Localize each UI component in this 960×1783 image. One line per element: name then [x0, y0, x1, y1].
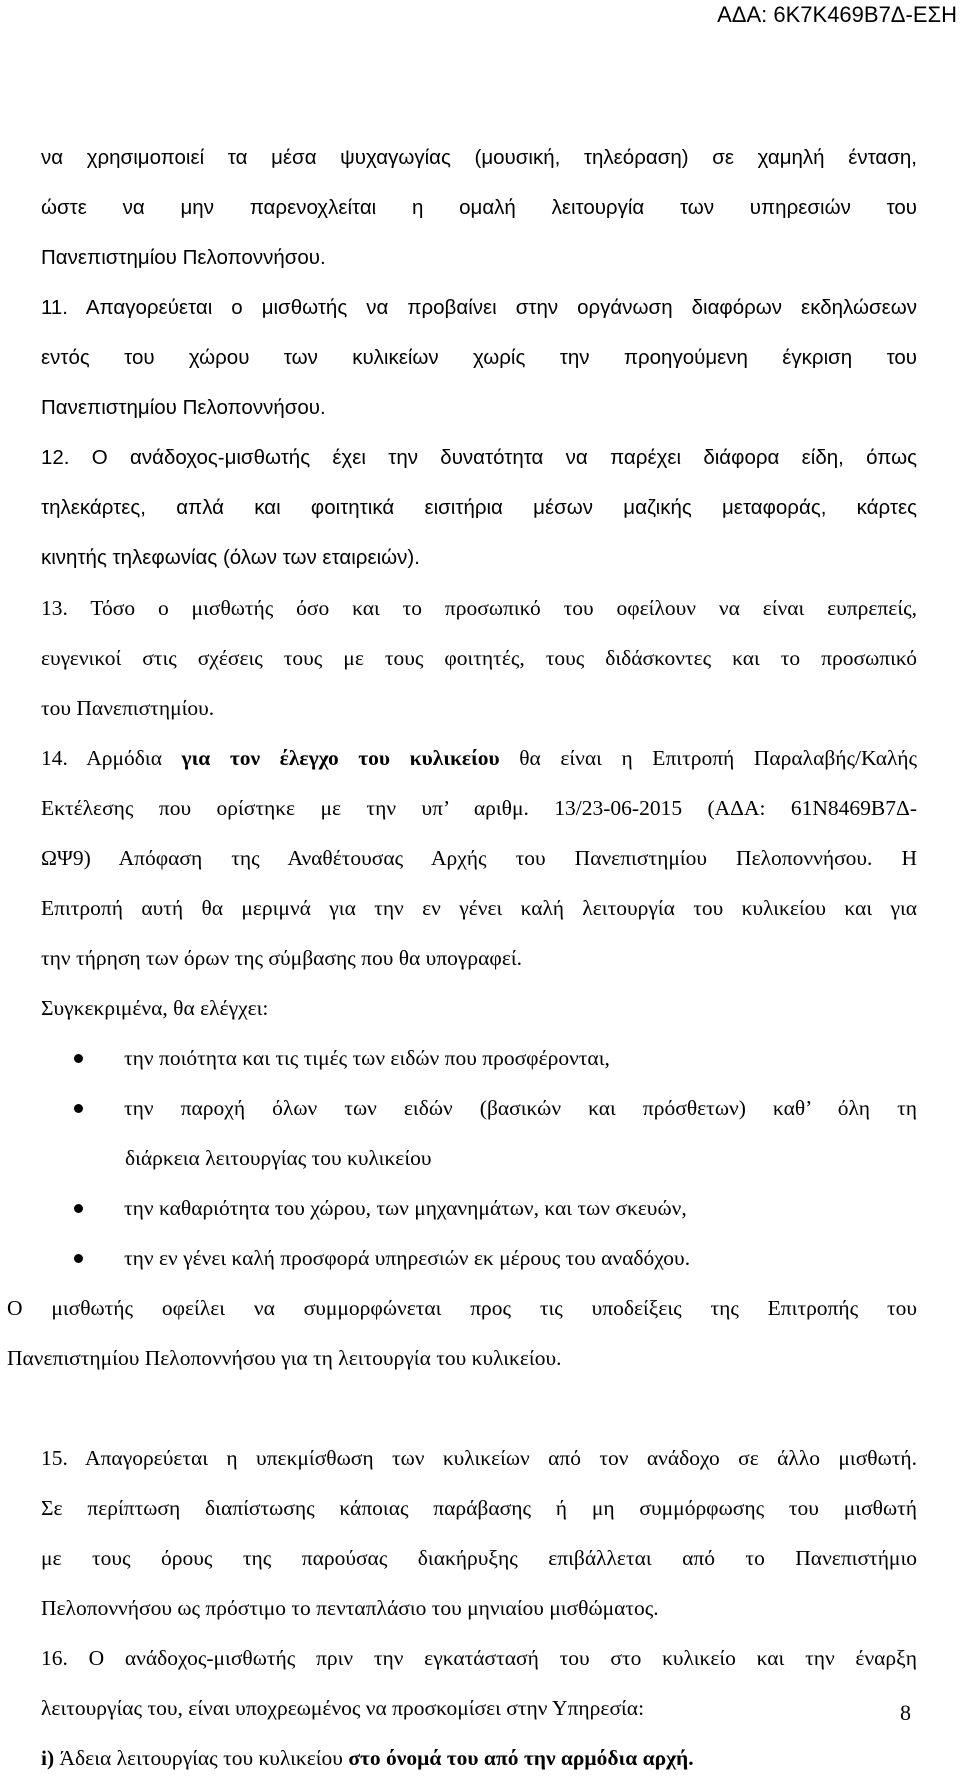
text-line: 12. Ο ανάδοχος-μισθωτής έχει την δυνατότητα να παρέχει διάφορα είδη, όπως	[41, 446, 917, 469]
list-item	[40, 1233, 917, 1283]
text-line: Ο μισθωτής οφείλει να συμμορφώνεται προς τις υποδείξεις της Επιτροπής του	[7, 1296, 917, 1320]
text-run: θα είναι η Επιτροπή Παραλαβής/Καλής	[499, 746, 917, 770]
text-line: τηλεκάρτες, απλά και φοιτητικά εισιτήρια μέσων μαζικής μεταφοράς, κάρτες	[41, 496, 917, 519]
text-line: Συγκεκριμένα, θα ελέγχει:	[41, 996, 269, 1020]
text-line: εντός του χώρου των κυλικείων χωρίς την προηγούμενη έγκριση του	[41, 346, 917, 369]
text-line: Σε περίπτωση διαπίστωσης κάποιας παράβασης ή μη συμμόρφωσης του μισθωτή	[41, 1496, 917, 1520]
text-line: Πανεπιστημίου Πελοποννήσου.	[41, 246, 326, 269]
text-line: ΩΨ9) Απόφαση της Αναθέτουσας Αρχής του Πανεπιστημίου Πελοποννήσου. Η	[41, 846, 917, 870]
document-body	[7, 133, 917, 1783]
text-run: 14. Αρμόδια	[41, 746, 182, 770]
text-line: 11. Απαγορεύεται ο μισθωτής να προβαίνει στην οργάνωση διαφόρων εκδηλώσεων	[41, 296, 917, 319]
bold-text-run: για τον έλεγχο του κυλικείου	[181, 746, 500, 770]
document-code: ΑΔΑ: 6Κ7Κ469Β7Δ-ΕΣΗ	[717, 2, 957, 27]
text-run: Άδεια λειτουργίας του κυλικείου	[54, 1746, 349, 1770]
text-line: 16. Ο ανάδοχος-μισθωτής πριν την εγκατάστασή του στο κυλικείο και την έναρξη	[41, 1646, 917, 1670]
text-line: κινητής τηλεφωνίας (όλων των εταιρειών).	[41, 546, 420, 569]
text-line: λειτουργίας του, είναι υποχρεωμένος να προσκομίσει στην Υπηρεσία:	[41, 1696, 645, 1720]
list-item	[40, 1083, 917, 1133]
list-item	[40, 1183, 917, 1233]
text-line: Εκτέλεσης που ορίστηκε με την υπ’ αριθμ. 13/23-06-2015 (ΑΔΑ: 61Ν8469Β7Δ-	[41, 796, 917, 820]
paragraph-gap	[41, 1383, 917, 1433]
bullet-icon	[74, 1204, 83, 1213]
list-item-text: την παροχή όλων των ειδών (βασικών και πρόσθετων) καθ’ όλη τη	[124, 1096, 917, 1120]
text-line	[41, 733, 917, 783]
text-line: 13. Τόσο ο μισθωτής όσο και το προσωπικό του οφείλουν να είναι ευπρεπείς,	[41, 596, 917, 620]
bullet-icon	[74, 1104, 83, 1113]
text-line: Πελοποννήσου ως πρόστιμο το πενταπλάσιο του μηνιαίου μισθώματος.	[41, 1596, 659, 1620]
page-number: 8	[900, 1700, 911, 1725]
list-item-text: την εν γένει καλή προσφορά υπηρεσιών εκ μέρους του αναδόχου.	[124, 1246, 691, 1270]
bullet-icon	[74, 1054, 83, 1063]
text-line	[41, 1733, 917, 1783]
list-item-text: την καθαριότητα του χώρου, των μηχανημάτων, και των σκευών,	[124, 1196, 687, 1220]
text-line: Επιτροπή αυτή θα μεριμνά για την εν γένει καλή λειτουργία του κυλικείου και για	[41, 896, 917, 920]
text-line: Πανεπιστημίου Πελοποννήσου για τη λειτουργία του κυλικείου.	[7, 1346, 562, 1370]
list-item	[40, 1033, 917, 1083]
list-item-text: την ποιότητα και τις τιμές των ειδών που προσφέρονται,	[124, 1046, 610, 1070]
list-item-continuation: διάρκεια λειτουργίας του κυλικείου	[125, 1146, 432, 1170]
text-line: να χρησιμοποιεί τα μέσα ψυχαγωγίας (μουσική, τηλεόραση) σε χαμηλή ένταση,	[41, 146, 917, 169]
text-line: του Πανεπιστημίου.	[41, 696, 215, 720]
text-line: με τους όρους της παρούσας διακήρυξης επιβάλλεται από το Πανεπιστήμιο	[41, 1546, 917, 1570]
text-line: 15. Απαγορεύεται η υπεκμίσθωση των κυλικείων από τον ανάδοχο σε άλλο μισθωτή.	[41, 1446, 917, 1470]
bold-text-run: στο όνομά του από την αρμόδια αρχή.	[348, 1746, 694, 1770]
bold-text-run: i)	[41, 1746, 55, 1770]
text-line: ώστε να μην παρενοχλείται η ομαλή λειτουργία των υπηρεσιών του	[41, 196, 917, 219]
text-line: ευγενικοί στις σχέσεις τους με τους φοιτητές, τους διδάσκοντες και το προσωπικό	[41, 646, 917, 670]
text-line: την τήρηση των όρων της σύμβασης που θα υπογραφεί.	[41, 946, 523, 970]
bullet-icon	[74, 1254, 83, 1263]
text-line: Πανεπιστημίου Πελοποννήσου.	[41, 396, 326, 419]
